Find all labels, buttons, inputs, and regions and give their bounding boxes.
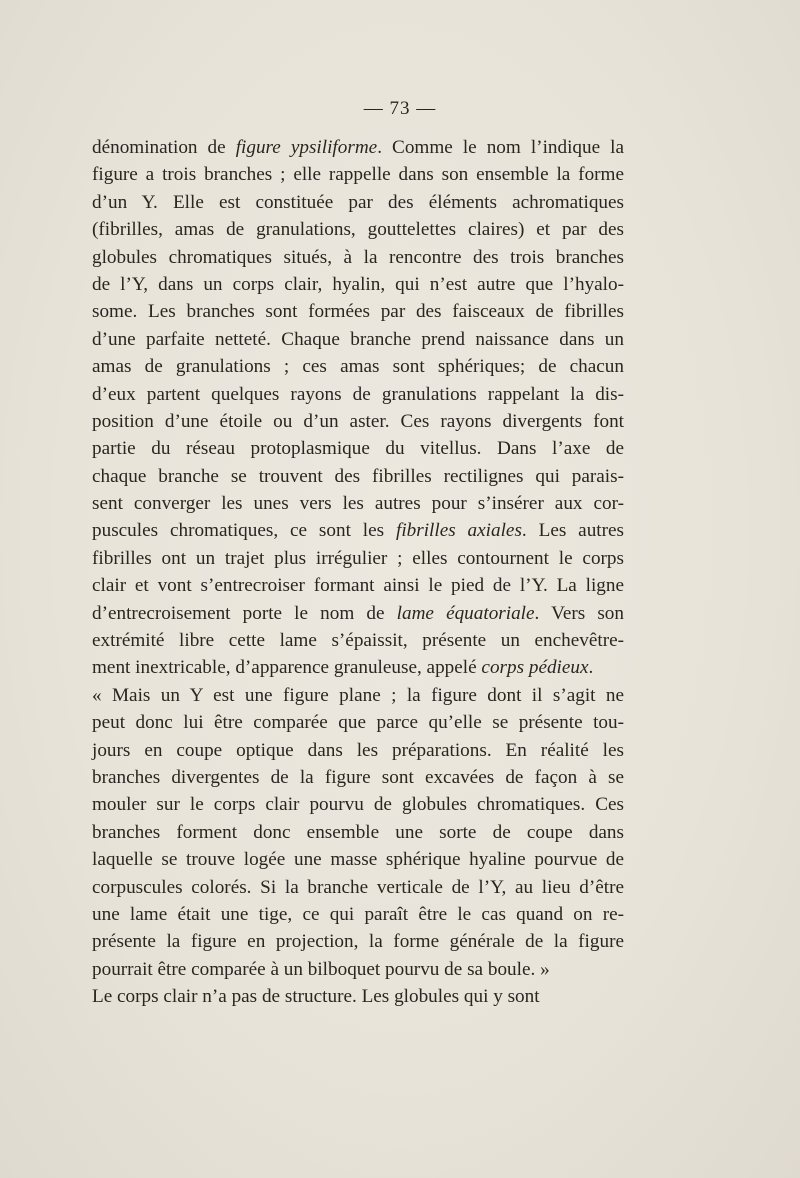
text-line <box>92 874 624 901</box>
text-run: position d’une étoile ou d’un aster. Ces rayons divergents font <box>92 410 624 432</box>
text-line <box>92 271 624 298</box>
text-run: d’eux partent quelques rayons de granulations rappelant la dis- <box>92 383 624 405</box>
text-run: corpuscules colorés. Si la branche verticale de l’Y, au lieu d’être <box>92 876 624 898</box>
text-line <box>92 901 624 928</box>
text-run: amas de granulations ; ces amas sont sphériques; de chacun <box>92 356 624 378</box>
italic-term: figure ypsiliforme <box>235 137 378 158</box>
text-run: Le corps clair n’a pas de structure. Les globules qui y sont <box>92 986 540 1008</box>
text-run: some. Les branches sont formées par des faisceaux de fibrilles <box>92 301 624 323</box>
text-run: partie du réseau protoplasmique du vitellus. Dans l’axe de <box>92 438 624 460</box>
text-run: pourrait être comparée à un bilboquet pourvu de sa boule. » <box>92 958 550 980</box>
text-line <box>92 545 624 572</box>
text-line <box>92 216 624 243</box>
text-line <box>92 764 624 791</box>
text-line <box>92 956 624 983</box>
italic-term: lame équatoriale <box>396 602 535 624</box>
text-line <box>92 928 624 955</box>
text-run: sent converger les unes vers les autres pour s’insérer aux cor- <box>92 493 624 515</box>
text-line <box>92 353 624 380</box>
text-run: . <box>588 657 594 679</box>
text-line <box>92 791 624 818</box>
text-run: . Comme le nom l’indique la <box>377 137 625 158</box>
text-line <box>92 408 624 435</box>
text-run: laquelle se trouve logée une masse sphérique hyaline pourvue de <box>92 849 624 871</box>
text-run: peut donc lui être comparée que parce qu’elle se présente tou- <box>92 712 624 734</box>
text-run: de l’Y, dans un corps clair, hyalin, qui n’est autre que l’hyalo- <box>92 273 624 295</box>
body-text <box>92 134 624 1011</box>
italic-term: corps pédieux <box>481 657 589 679</box>
text-run: d’entrecroisement porte le nom de <box>92 602 397 624</box>
text-run: branches divergentes de la figure sont excavées de façon à se <box>92 766 624 788</box>
text-run: une lame était une tige, ce qui paraît être le cas quand on re- <box>92 903 624 925</box>
text-run: . Vers son <box>534 602 624 624</box>
text-line <box>92 600 624 627</box>
text-run: extrémité libre cette lame s’épaissit, présente un enchevêtre- <box>92 630 624 652</box>
text-run: figure a trois branches ; elle rappelle dans son ensemble la forme <box>92 164 624 186</box>
text-line <box>92 709 624 736</box>
text-line <box>92 517 624 544</box>
text-line <box>92 737 624 764</box>
text-run: fibrilles ont un trajet plus irrégulier ; elles contournent le corps <box>92 547 624 569</box>
text-line <box>92 846 624 873</box>
text-line <box>92 627 624 654</box>
text-run: globules chromatiques situés, à la rencontre des trois branches <box>92 246 624 268</box>
text-run: (fibrilles, amas de granulations, gouttelettes claires) et par des <box>92 219 624 241</box>
text-line <box>92 326 624 353</box>
text-run: dénomination de <box>92 137 236 158</box>
text-run: chaque branche se trouvent des fibrilles rectilignes qui parais- <box>92 465 624 487</box>
text-run: d’un Y. Elle est constituée par des éléments achromatiques <box>92 191 624 213</box>
text-line <box>92 381 624 408</box>
text-run: mouler sur le corps clair pourvu de globules chromatiques. Ces <box>92 794 624 816</box>
text-run: ment inextricable, d’apparence granuleuse, appelé <box>92 657 482 679</box>
text-line <box>92 572 624 599</box>
italic-term: fibrilles axiales <box>395 520 522 542</box>
text-line <box>92 654 624 681</box>
text-line <box>92 819 624 846</box>
text-run: jours en coupe optique dans les préparations. En réalité les <box>92 739 624 761</box>
text-line <box>92 490 624 517</box>
text-line <box>92 244 624 271</box>
page-number: — 73 — <box>363 98 437 119</box>
text-line <box>92 463 624 490</box>
text-line <box>92 435 624 462</box>
text-run: clair et vont s’entrecroiser formant ainsi le pied de l’Y. La ligne <box>92 575 624 597</box>
text-run: . Les autres <box>521 520 624 542</box>
text-run: d’une parfaite netteté. Chaque branche prend naissance dans un <box>92 328 624 350</box>
text-line <box>92 682 624 709</box>
text-run: branches forment donc ensemble une sorte de coupe dans <box>92 821 624 843</box>
text-run: puscules chromatiques, ce sont les <box>92 520 396 542</box>
text-line <box>92 134 624 161</box>
text-line <box>92 983 624 1010</box>
text-line <box>92 161 624 188</box>
text-run: « Mais un Y est une figure plane ; la figure dont il s’agit ne <box>92 684 624 706</box>
text-run: présente la figure en projection, la forme générale de la figure <box>92 931 624 953</box>
text-line <box>92 298 624 325</box>
text-line <box>92 189 624 216</box>
